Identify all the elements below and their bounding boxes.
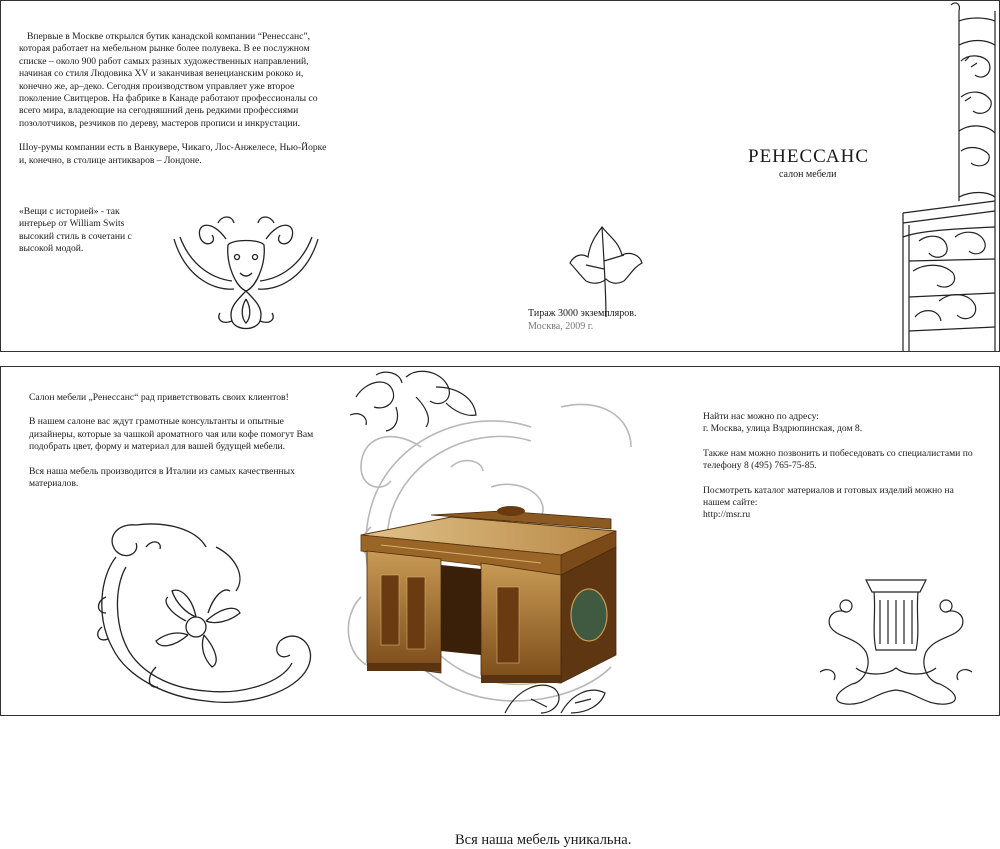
- consultants-paragraph: В нашем салоне вас ждут грамотные консультанты и опытные дизайнеры, которые за чашкой ароматного чая или кофе помогут Вам подобрать цвет, форму и материал для вашей будущей мебели.: [29, 416, 314, 453]
- phone-paragraph: Также нам можно позвонить и побеседовать со специалистами по телефону 8 (495) 765-75-85.: [703, 447, 973, 472]
- print-run-place: Москва, 2009 г.: [528, 321, 594, 332]
- address-label: Найти нас можно по адресу:: [703, 411, 819, 422]
- brand-subtitle: салон мебели: [779, 169, 837, 180]
- antique-desk-photo-icon: [361, 505, 621, 687]
- brand-title: РЕНЕССАНС: [748, 146, 870, 167]
- welcome-text: [29, 392, 329, 502]
- site-link[interactable]: http://msr.ru: [703, 509, 751, 521]
- quote-text: [19, 206, 139, 256]
- carved-chair-illustration-icon: [899, 1, 999, 351]
- brochure-inner-side: [0, 366, 1000, 848]
- intro-text: [19, 31, 331, 179]
- leaf-ornament-icon: [566, 221, 646, 319]
- print-run-info: [528, 307, 636, 333]
- catalog-paragraph: [703, 485, 973, 522]
- brochure-outer-side: [0, 0, 1000, 352]
- intro-paragraph: Впервые в Москве открылся бутик канадской компании “Ренессанс”, которая работает на мебельном рынке более полувека. В ее послужном списке – около 900 работ самых разных художественных направлений, начиная со стиля Людовика XV и заканчивая венецианским рококо и, конечно же, ар–деко. Сегодня производством управляет уже второе поколение Свитцеров. На фабрике в Канаде работают профессионалы со всего мира, владеющие на сегодняшний день редкими профессиями позолотчиков, резчиков по дереву, мастеров прописи и инкрустации.: [19, 31, 318, 129]
- address-paragraph: [703, 411, 973, 436]
- catalog-label: Посмотреть каталог материалов и готовых изделий можно на нашем сайте:: [703, 484, 954, 509]
- unique-furniture-heading: Вся наша мебель уникальна.: [455, 832, 632, 848]
- greeting-paragraph: Салон мебели „Ренессанс“ рад приветствовать своих клиентов!: [29, 392, 289, 403]
- contacts-text: [703, 411, 973, 534]
- floral-ornament-icon: [96, 517, 326, 713]
- mermaid-ornament-icon: [816, 572, 976, 707]
- address-value: г. Москва, улица Вздрюпинская, дом 8.: [703, 423, 863, 435]
- showrooms-paragraph: Шоу-румы компании есть в Ванкувере, Чикаго, Лос-Анжелесе, Нью-Йорке и, конечно, в столице антикваров – Лондоне.: [19, 142, 327, 166]
- ram-head-ornament-icon: [166, 209, 326, 334]
- italy-paragraph: Вся наша мебель производится в Италии из самых качественных материалов.: [29, 465, 295, 490]
- flower-sketch-icon: [346, 367, 486, 437]
- quote-paragraph: «Вещи с историей» - так интерьер от William Swits высокий стиль в сочетани с высокой модой.: [19, 206, 132, 255]
- print-run-count: Тираж 3000 экземпляров.: [528, 308, 637, 319]
